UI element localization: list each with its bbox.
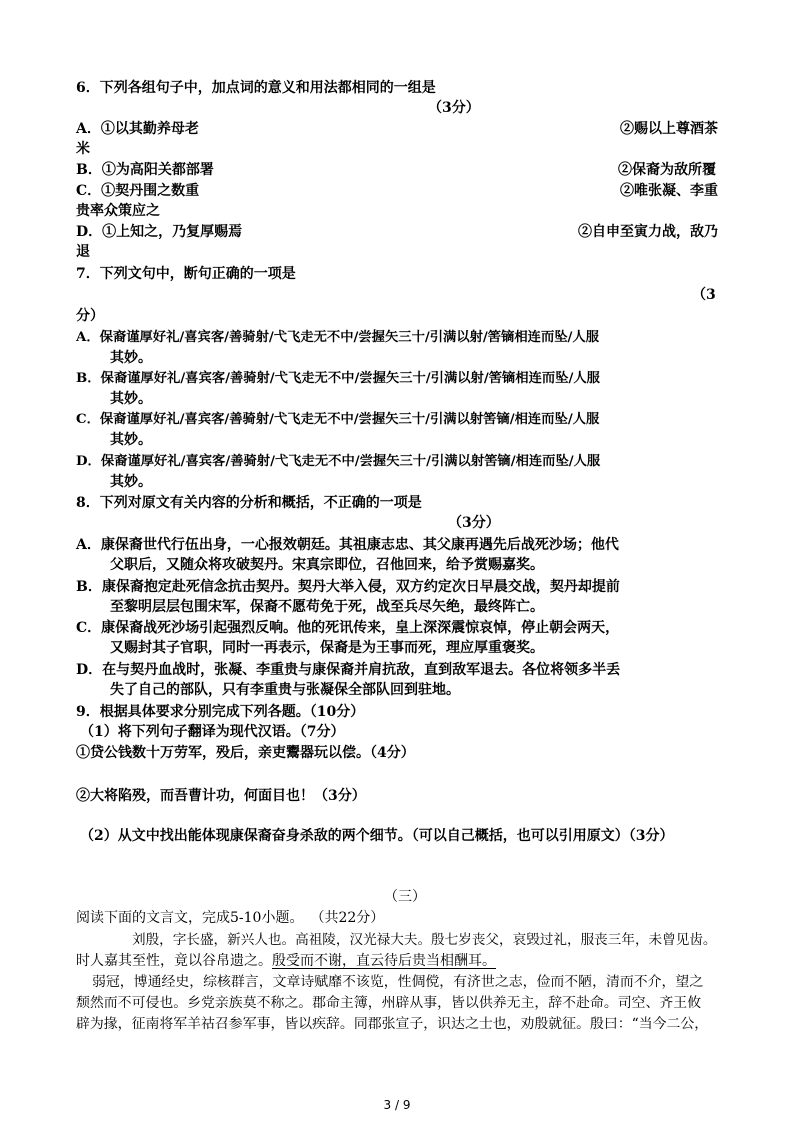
section-intro [76,908,384,928]
passage-line-4: 颓然而不可侵也。乡党亲族莫不称之。郡命主簿，州辟从事，皆以供养无主，辞不赴命。司空、齐王攸 [76,995,702,1011]
q7-option-a-wrap: 其妙。 [110,350,152,366]
q6-option-a-label: A． [76,121,101,137]
page-number: 3 / 9 [383,1098,411,1112]
q7-score-a: （3 [692,287,716,303]
q6-option-c-wrap: 贵率众策应之 [76,203,160,219]
q6-option-c [76,181,199,201]
q9-part1: （1）将下列句子翻译为现代汉语。（7分） [80,724,345,740]
q6-option-d [76,222,242,242]
q6-score: （3分） [428,100,480,116]
q8-option-a-wrap: 父职后，又随众将攻破契丹。宋真宗即位，召他回来，给予赏赐嘉奖。 [110,557,544,573]
passage-line-2-text: 时人嘉其至性，竟以谷帛遗之。 [76,953,272,969]
q6-option-d-label: D． [76,224,103,240]
q8-option-b-wrap: 至黎明层层包围宋军，保裔不愿苟免于死，战至兵尽矢绝，最终阵亡。 [110,599,544,615]
q6-option-b [76,160,214,180]
passage-line-5: 辟为掾，征南将军羊祜召参军事，皆以疾辞。同郡张宣子，识达之士也，劝殷就征。殷曰：“当今二公， [76,1016,709,1032]
q8-score: （3分） [448,515,500,531]
q6-option-a [76,119,199,139]
passage-line-2 [76,951,496,971]
q9-sentence-1: ①贷公钱数十万劳军，殁后，亲吏鬻器玩以偿。（4分） [76,745,415,761]
q7-option-d-wrap: 其妙。 [110,474,152,490]
q6-option-c-label: C． [76,183,102,199]
q8-option-d: D．在与契丹血战时，张凝、李重贵与康保裔并肩抗敌，直到敌军退去。各位将领多半丢 [76,662,621,678]
q6-option-a-right: ②赐以上尊酒茶 [620,121,718,137]
section-intro-text: 阅读下面的文言文，完成5-10小题。 [76,910,304,926]
passage-underlined-sentence: 殷受而不谢，直云待后贵当相酬耳。 [272,953,496,969]
passage-line-3: 弱冠，博通经史，综核群言，文章诗赋靡不该览，性倜傥，有济世之志，俭而不陋，清而不介，望之 [92,974,704,990]
q6-option-d-left: ①上知之，乃复厚赐焉 [102,224,243,240]
q9-part2: （2）从文中找出能体现康保裔奋身杀敌的两个细节。（可以自己概括，也可以引用原文）（3分） [80,828,674,844]
q7-option-b-wrap: 其妙。 [110,391,152,407]
q8-option-d-wrap: 失了自己的部队，只有李重贵与张凝保全部队回到驻地。 [110,682,460,698]
q7-option-a: A．保裔谨厚好礼/喜宾客/善骑射/弋飞走无不中/尝握矢三十/引满以射/筈镝相连而坠/人服 [76,330,599,345]
q8-option-c: C．康保裔战死沙场引起强烈反响。他的死讯传来，皇上深深震惊哀悼，停止朝会两天， [76,620,620,636]
q8-option-b: B．康保裔抱定赴死信念抗击契丹。契丹大举入侵，双方约定次日早晨交战，契丹却提前 [76,579,620,595]
passage-line-1: 刘殷，字长盛，新兴人也。高祖陵，汉光禄大夫。殷七岁丧父，哀毁过礼，服丧三年，未曾见齿。 [132,932,717,948]
q8-option-a: A．康保裔世代行伍出身，一心报效朝廷。其祖康志忠、其父康再遇先后战死沙场；他代 [76,537,619,553]
q8-stem: 8．下列对原文有关内容的分析和概括，不正确的一项是 [76,495,422,511]
q6-option-b-right: ②保裔为敌所覆 [618,162,716,178]
q6-option-c-left: ①契丹围之数重 [101,183,200,199]
q7-option-c-wrap: 其妙。 [110,432,152,448]
q8-option-c-wrap: 又赐封其子官职，同时一再表示，保裔是为王事而死，理应厚重褒奖。 [110,640,544,656]
q6-option-b-left: ①为高阳关都部署 [101,162,214,178]
q6-option-c-right: ②唯张凝、李重 [620,183,718,199]
q6-stem: 6．下列各组句子中，加点词的意义和用法都相同的一组是 [76,80,436,96]
q7-option-c: C．保裔谨厚好礼/喜宾客/善骑射/弋飞走无不中/尝握矢三十/引满以射筈镝/相连而坠/人服 [76,412,600,427]
q6-option-a-wrap: 米 [76,141,90,157]
q7-option-d: D．保裔谨厚好礼/喜宾客/善骑射/弋飞走无不中/尝握矢三十/引满以射筈镝/相连而坠/人服 [76,454,601,469]
q7-score-b: 分） [76,308,104,324]
q7-stem: 7．下列文句中，断句正确的一项是 [76,266,296,282]
q9-sentence-2: ②大将陷殁，而吾曹计功，何面目也！（3分） [76,788,366,804]
q6-option-a-left: ①以其勤养母老 [100,121,199,137]
section-intro-score: （共22分） [317,910,385,926]
q6-option-b-label: B． [76,162,102,178]
q7-option-b: B．保裔谨厚好礼/喜宾客/善骑射/弋飞走无不中/尝握矢三十/引满以射/筈镝相连而坠/人服 [76,371,600,386]
q9-stem: 9．根据具体要求分别完成下列各题。（10分） [76,704,365,720]
section-heading: （三） [384,889,426,905]
q6-option-d-right: ②自申至寅力战，敌乃 [578,224,718,240]
q6-option-d-wrap: 退 [76,244,90,260]
